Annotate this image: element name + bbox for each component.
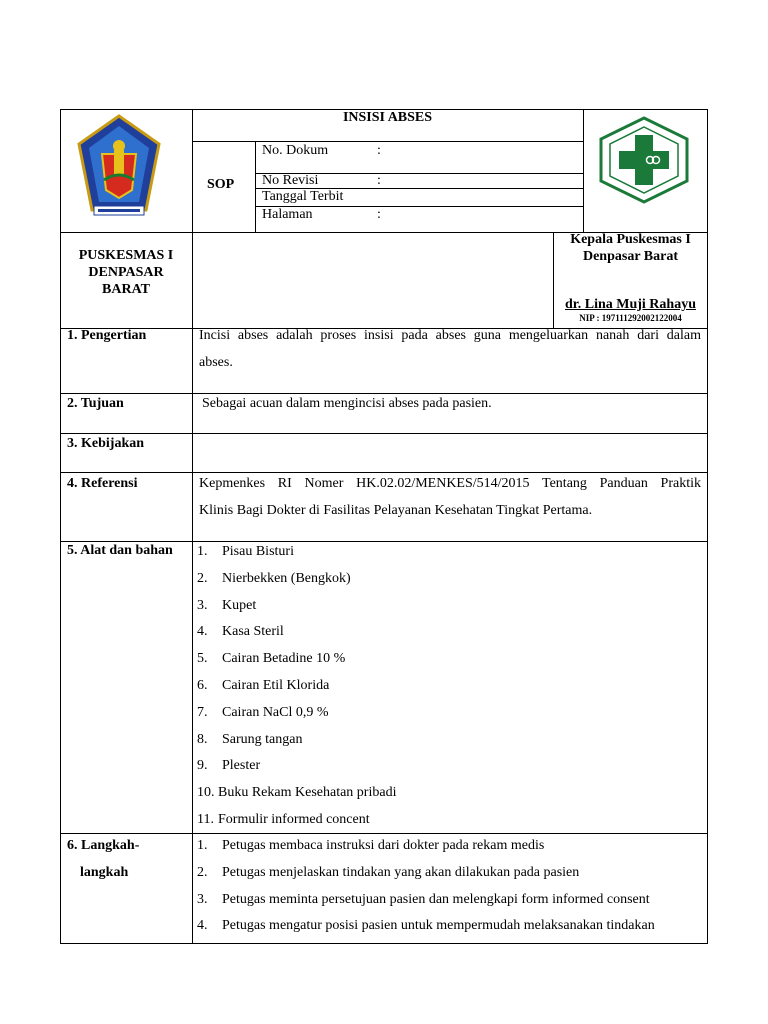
head-name: dr. Lina Muji Rahayu	[565, 297, 696, 312]
section-langkah-label-2: langkah	[80, 865, 129, 880]
list-number: 4.	[197, 624, 208, 640]
list-text: Nierbekken (Bengkok)	[222, 570, 351, 586]
list-item	[197, 917, 702, 944]
list-number: 5.	[197, 651, 208, 667]
divider	[60, 541, 708, 542]
institution-line-1: PUSKESMAS I	[78, 248, 174, 263]
section-tujuan-text: Sebagai acuan dalam mengincisi abses pada pasien.	[202, 396, 492, 411]
institution-line-2: DENPASAR	[88, 265, 164, 280]
list-item	[197, 757, 702, 784]
list-item	[197, 570, 702, 597]
list-item	[197, 837, 702, 864]
list-item	[197, 784, 702, 811]
field-tanggal-terbit-label: Tanggal Terbit	[262, 189, 344, 204]
list-item	[197, 677, 702, 704]
langkah-list	[197, 837, 702, 944]
divider	[60, 433, 708, 434]
list-text: Petugas menjelaskan tindakan yang akan dilakukan pada pasien	[222, 864, 580, 880]
divider	[192, 328, 193, 944]
field-halaman-label: Halaman	[262, 207, 313, 222]
list-item	[197, 891, 702, 918]
list-number: 8.	[197, 731, 208, 747]
list-item	[197, 650, 702, 677]
list-number: 6.	[197, 677, 208, 693]
section-pengertian-line-2: abses.	[199, 355, 233, 370]
list-number: 1.	[197, 838, 208, 853]
list-number: 7.	[197, 704, 208, 720]
list-item	[197, 543, 702, 570]
list-text: Sarung tangan	[222, 731, 303, 747]
section-referensi-label: 4. Referensi	[67, 476, 138, 491]
list-text: Petugas meminta persetujuan pasien dan melengkapi form informed consent	[222, 891, 650, 907]
head-title-line-1: Kepala Puskesmas I	[570, 232, 691, 247]
list-number: 2.	[197, 570, 208, 586]
list-text: Pisau Bisturi	[222, 544, 294, 559]
section-kebijakan-label: 3. Kebijakan	[67, 436, 145, 451]
list-item	[197, 597, 702, 624]
field-no-dokum-sep: :	[377, 143, 381, 158]
list-text: Formulir informed concent	[218, 811, 370, 827]
list-text: Cairan Betadine 10 %	[222, 651, 346, 667]
document-title: INSISI ABSES	[342, 110, 433, 125]
list-item	[197, 811, 702, 838]
section-referensi-line-1: Kepmenkes RI Nomer HK.02.02/MENKES/514/2015 Tentang Panduan Praktik	[199, 476, 701, 491]
list-text: Cairan NaCl 0,9 %	[222, 704, 329, 720]
section-referensi-line-2: Klinis Bagi Dokter di Fasilitas Pelayanan Kesehatan Tingkat Pertama.	[199, 503, 593, 518]
divider	[60, 472, 708, 473]
list-number: 10.	[197, 785, 215, 801]
section-langkah-label-1: 6. Langkah-	[67, 838, 140, 853]
divider	[255, 141, 256, 232]
list-item	[197, 704, 702, 731]
puskesmas-logo	[598, 115, 690, 205]
list-text: Petugas membaca instruksi dari dokter pada rekam medis	[222, 838, 545, 853]
sop-label: SOP	[207, 177, 235, 192]
list-item	[197, 731, 702, 758]
list-text: Petugas mengatur posisi pasien untuk mempermudah melaksanakan tindakan	[222, 918, 655, 934]
divider	[192, 141, 583, 142]
list-number: 1.	[197, 544, 208, 559]
city-emblem-logo	[74, 110, 164, 226]
list-text: Kupet	[222, 597, 257, 613]
section-pengertian-label: 1. Pengertian	[67, 328, 147, 343]
list-number: 3.	[197, 891, 208, 907]
list-text: Cairan Etil Klorida	[222, 677, 330, 693]
field-no-revisi-label: No Revisi	[262, 173, 319, 188]
list-item	[197, 864, 702, 891]
list-item	[197, 623, 702, 650]
field-no-revisi-sep: :	[377, 173, 381, 188]
divider	[192, 109, 193, 329]
section-pengertian-line-1: Incisi abses adalah proses insisi pada abses guna mengeluarkan nanah dari dalam	[199, 328, 701, 343]
alat-list	[197, 543, 702, 838]
institution-line-3: BARAT	[102, 282, 150, 297]
divider	[60, 393, 708, 394]
list-number: 11.	[197, 811, 214, 827]
list-number: 3.	[197, 597, 208, 613]
divider	[583, 109, 584, 232]
field-halaman-sep: :	[377, 207, 381, 222]
list-number: 2.	[197, 864, 208, 880]
list-number: 9.	[197, 758, 208, 774]
section-tujuan-label: 2. Tujuan	[67, 396, 124, 411]
head-title-line-2: Denpasar Barat	[582, 249, 679, 264]
list-text: Buku Rekam Kesehatan pribadi	[218, 785, 397, 801]
field-no-dokum-label: No. Dokum	[262, 143, 329, 158]
section-alat-label: 5. Alat dan bahan	[67, 543, 173, 558]
list-number: 4.	[197, 918, 208, 934]
list-text: Kasa Steril	[222, 624, 284, 640]
list-text: Plester	[222, 758, 261, 774]
head-nip: NIP : 197111292002122004	[579, 313, 682, 323]
